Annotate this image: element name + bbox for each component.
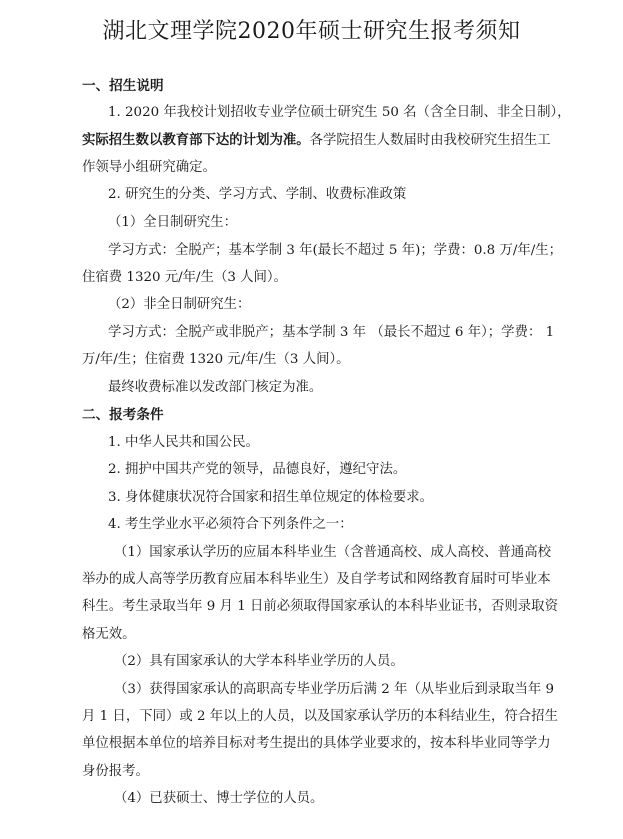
paragraph-line: （4）已获硕士、博士学位的人员。 [114, 791, 324, 806]
paragraph-line: 身份报考。 [82, 764, 149, 779]
paragraph-line: 作领导小组研究确定。 [82, 160, 216, 175]
document-title: 湖北文理学院2020年硕士研究生报考须知 [102, 19, 521, 44]
emphasis-text: 实际招生数以教育部下达的计划为准。 [82, 132, 310, 148]
paragraph-line [82, 131, 551, 150]
paragraph-line: 学习方式：全脱产或非脱产；基本学制 3 年 （最长不超过 6 年）；学费： 1 [108, 325, 555, 340]
paragraph-line: （1）国家承认学历的应届本科毕业生（含普通高校、成人高校、普通高校 [114, 545, 552, 560]
list-item: 3. 身体健康状况符合国家和招生单位规定的体检要求。 [108, 490, 434, 505]
list-item: 1. 中华人民共和国公民。 [108, 435, 259, 450]
paragraph-text: 各学院招生人数届时由我校研究生招生工 [309, 133, 551, 148]
section-heading-enrollment: 一、招生说明 [82, 78, 164, 94]
list-item: 2. 拥护中国共产党的领导，品德良好，遵纪守法。 [108, 462, 407, 477]
paragraph-line: 最终收费标准以发改部门核定为准。 [108, 380, 323, 395]
paragraph-line: 万/年/生；住宿费 1320 元/年/生（3 人间）。 [82, 352, 350, 367]
paragraph-line: 2. 研究生的分类、学习方式、学制、收费标准政策 [108, 187, 407, 202]
paragraph-line: 1. 2020 年我校计划招收专业学位硕士研究生 50 名（含全日制、非全日制）， [108, 105, 571, 120]
paragraph-line: 举办的成人高等学历教育应届本科毕业生）及自学考试和网络教育届时可毕业本 [82, 572, 551, 587]
paragraph-line: 住宿费 1320 元/年/生（3 人间）。 [82, 270, 287, 285]
paragraph-line: （3）获得国家承认的高职高专毕业学历后满 2 年（从毕业后到录取当年 9 [114, 682, 555, 697]
paragraph-line: 月 1 日，下同）或 2 年以上的人员，以及国家承认学历的本科结业生，符合招生 [82, 709, 558, 724]
subheading-fulltime: （1）全日制研究生： [108, 215, 238, 230]
paragraph-line: 单位根据本单位的培养目标对考生提出的具体学业要求的，按本科毕业同等学力 [82, 736, 551, 751]
paragraph-line: 格无效。 [82, 627, 136, 642]
section-heading-requirements: 二、报考条件 [82, 407, 164, 423]
paragraph-line: （2）具有国家承认的大学本科毕业学历的人员。 [114, 654, 404, 669]
paragraph-line: 学习方式：全脱产；基本学制 3 年(最长不超过 5 年)；学费：0.8 万/年/生； [108, 243, 563, 258]
list-item: 4. 考生学业水平必须符合下列条件之一： [108, 517, 353, 532]
subheading-parttime: （2）非全日制研究生： [108, 297, 251, 312]
paragraph-line: 科生。考生录取当年 9 月 1 日前必须取得国家承认的本科毕业证书，否则录取资 [82, 599, 558, 614]
